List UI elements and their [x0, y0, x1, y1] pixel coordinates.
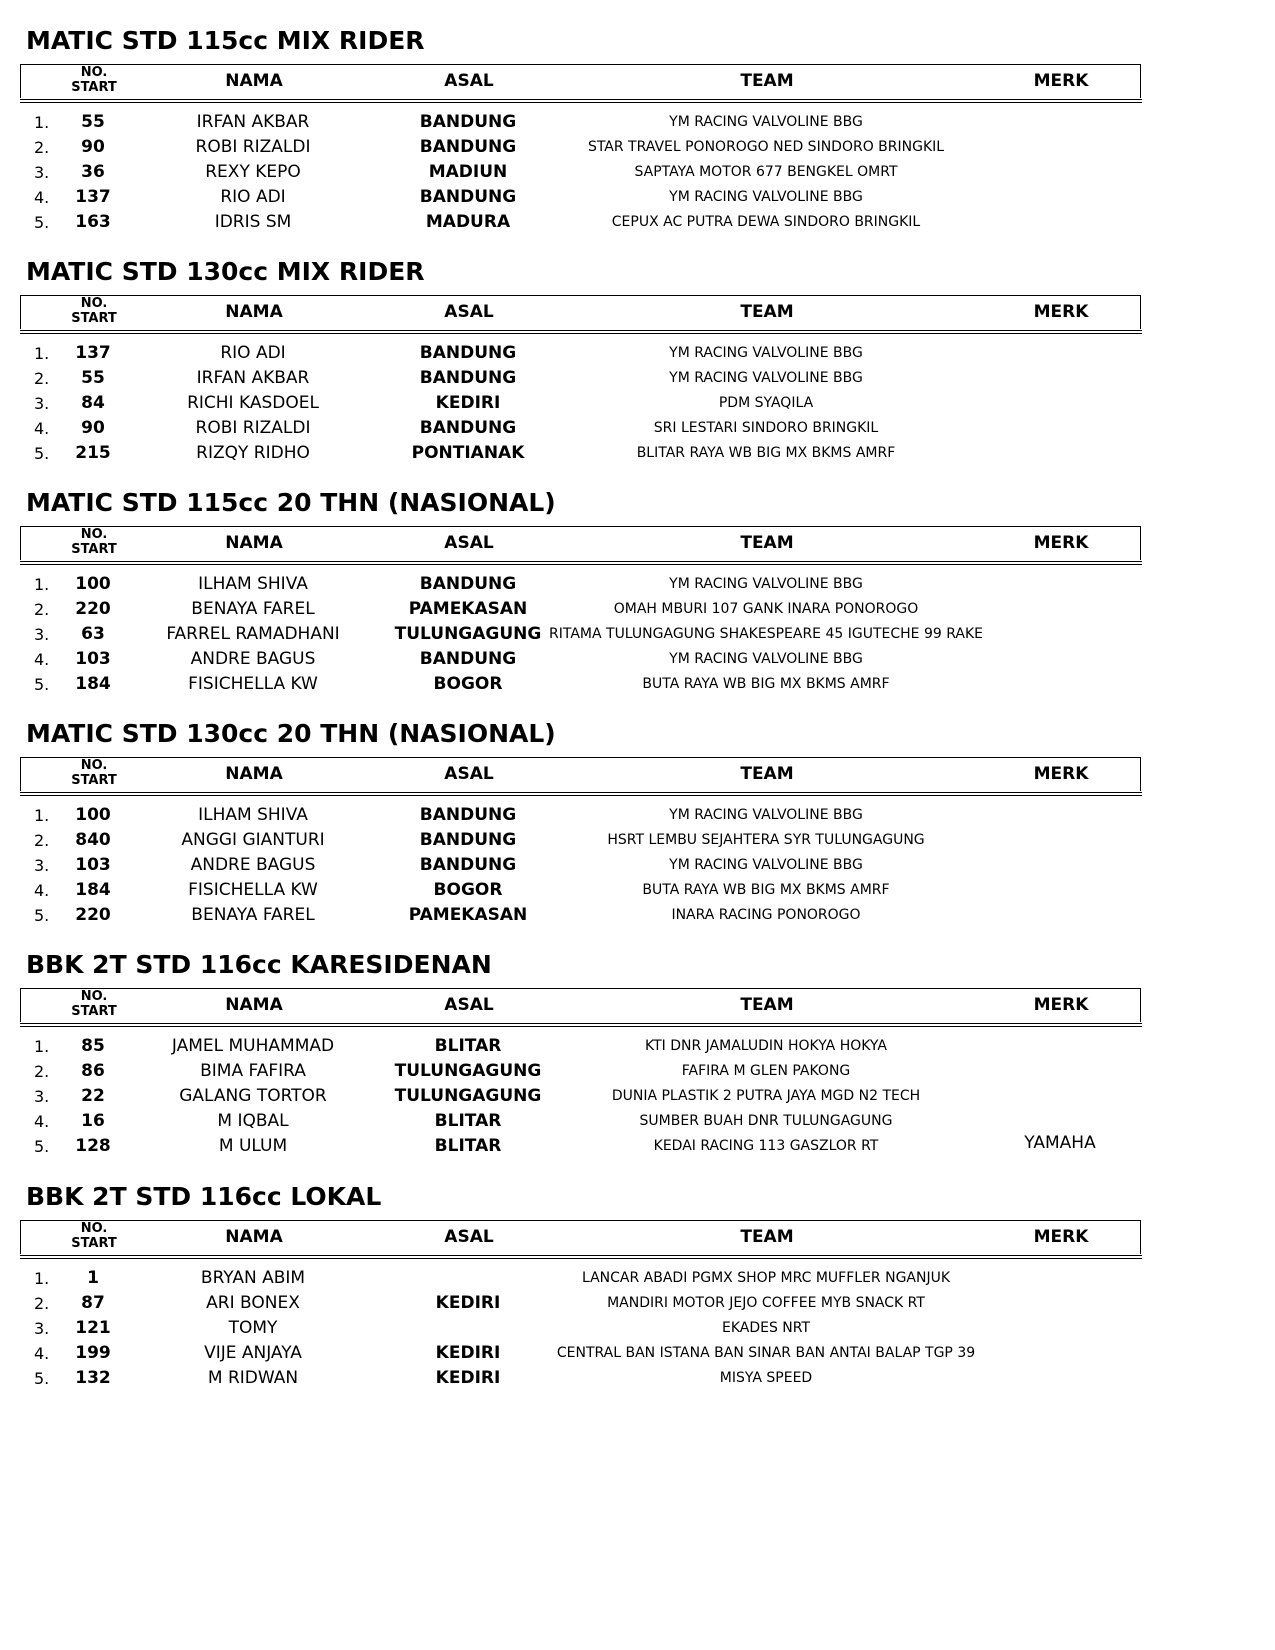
team-cell: OMAH MBURI 107 GANK INARA PONOROGO: [613, 601, 919, 617]
table-header: [20, 1220, 1141, 1254]
origin-cell: MADIUN: [428, 162, 508, 182]
start-number-cell: 132: [75, 1368, 111, 1388]
results-rows: [0, 572, 1275, 697]
rider-name-cell: ARI BONEX: [206, 1293, 300, 1313]
start-number-cell: 137: [75, 343, 111, 363]
team-cell: PDM SYAQILA: [718, 395, 814, 411]
rider-name-cell: ROBI RIZALDI: [195, 137, 311, 157]
header-no-start: [71, 1221, 117, 1251]
start-number-cell: 840: [75, 830, 111, 850]
header-nama: NAMA: [225, 302, 283, 322]
table-row: [0, 647, 1275, 672]
header-merk: MERK: [1033, 764, 1089, 784]
position-cell: 1.: [34, 344, 50, 363]
table-row: [0, 1034, 1275, 1059]
team-cell: YM RACING VALVOLINE BBG: [669, 576, 863, 592]
position-cell: 3.: [34, 1319, 50, 1338]
results-rows: [0, 803, 1275, 928]
team-cell: EKADES NRT: [721, 1320, 811, 1336]
origin-cell: PAMEKASAN: [408, 599, 528, 619]
origin-cell: BANDUNG: [419, 343, 517, 363]
team-cell: BUTA RAYA WB BIG MX BKMS AMRF: [642, 676, 890, 692]
table-row: [0, 341, 1275, 366]
header-no-line2: START: [71, 542, 117, 557]
table-row: [0, 1366, 1275, 1391]
table-row: [0, 135, 1275, 160]
results-rows: [0, 1034, 1275, 1159]
origin-cell: BANDUNG: [419, 368, 517, 388]
start-number-cell: 100: [75, 805, 111, 825]
team-cell: YM RACING VALVOLINE BBG: [669, 114, 863, 130]
position-cell: 4.: [34, 1344, 50, 1363]
start-number-cell: 1: [87, 1268, 99, 1288]
table-header: [20, 64, 1141, 98]
team-cell: SUMBER BUAH DNR TULUNGAGUNG: [639, 1113, 893, 1129]
header-nama: NAMA: [225, 995, 283, 1015]
table-row: [0, 853, 1275, 878]
start-number-cell: 184: [75, 674, 111, 694]
results-rows: [0, 341, 1275, 466]
position-cell: 2.: [34, 600, 50, 619]
header-no-line1: NO.: [80, 527, 108, 542]
header-no-line1: NO.: [80, 296, 108, 311]
table-row: [0, 1059, 1275, 1084]
rider-name-cell: FISICHELLA KW: [188, 880, 318, 900]
start-number-cell: 220: [75, 599, 111, 619]
rider-name-cell: FISICHELLA KW: [188, 674, 318, 694]
origin-cell: BANDUNG: [419, 112, 517, 132]
origin-cell: KEDIRI: [435, 393, 501, 413]
race-class-section: [0, 1156, 1275, 1391]
class-title: MATIC STD 130cc MIX RIDER: [26, 257, 425, 286]
team-cell: LANCAR ABADI PGMX SHOP MRC MUFFLER NGANJUK: [581, 1270, 951, 1286]
origin-cell: BLITAR: [434, 1111, 502, 1131]
table-row: [0, 572, 1275, 597]
header-merk: MERK: [1033, 1227, 1089, 1247]
rider-name-cell: BENAYA FAREL: [191, 599, 315, 619]
start-number-cell: 103: [75, 649, 111, 669]
header-no-line2: START: [71, 1236, 117, 1251]
team-cell: YM RACING VALVOLINE BBG: [669, 807, 863, 823]
header-asal: ASAL: [444, 302, 494, 322]
rider-name-cell: ANGGI GIANTURI: [181, 830, 325, 850]
team-cell: HSRT LEMBU SEJAHTERA SYR TULUNGAGUNG: [607, 832, 925, 848]
rider-name-cell: ANDRE BAGUS: [190, 855, 316, 875]
start-number-cell: 103: [75, 855, 111, 875]
table-row: [0, 1341, 1275, 1366]
header-team: TEAM: [740, 71, 794, 91]
position-cell: 3.: [34, 163, 50, 182]
origin-cell: BANDUNG: [419, 830, 517, 850]
table-row: [0, 803, 1275, 828]
table-row: [0, 1291, 1275, 1316]
origin-cell: TULUNGAGUNG: [394, 624, 542, 644]
team-cell: BLITAR RAYA WB BIG MX BKMS AMRF: [636, 445, 896, 461]
origin-cell: TULUNGAGUNG: [394, 1061, 542, 1081]
team-cell: MANDIRI MOTOR JEJO COFFEE MYB SNACK RT: [607, 1295, 925, 1311]
origin-cell: PONTIANAK: [411, 443, 525, 463]
start-number-cell: 128: [75, 1136, 111, 1156]
team-cell: INARA RACING PONOROGO: [671, 907, 861, 923]
team-cell: YM RACING VALVOLINE BBG: [669, 370, 863, 386]
table-row: [0, 1266, 1275, 1291]
origin-cell: MADURA: [425, 212, 511, 232]
header-asal: ASAL: [444, 764, 494, 784]
origin-cell: BOGOR: [433, 674, 503, 694]
start-number-cell: 90: [81, 137, 105, 157]
position-cell: 2.: [34, 831, 50, 850]
origin-cell: BANDUNG: [419, 805, 517, 825]
results-rows: [0, 110, 1275, 235]
origin-cell: PAMEKASAN: [408, 905, 528, 925]
start-number-cell: 22: [81, 1086, 105, 1106]
position-cell: 1.: [34, 575, 50, 594]
header-no-start: [71, 758, 117, 788]
table-row: [0, 622, 1275, 647]
table-header: [20, 295, 1141, 329]
position-cell: 1.: [34, 806, 50, 825]
rider-name-cell: JAMEL MUHAMMAD: [171, 1036, 335, 1056]
team-cell: STAR TRAVEL PONOROGO NED SINDORO BRINGKIL: [587, 139, 945, 155]
start-number-cell: 87: [81, 1293, 105, 1313]
origin-cell: BLITAR: [434, 1036, 502, 1056]
header-nama: NAMA: [225, 764, 283, 784]
position-cell: 3.: [34, 394, 50, 413]
header-nama: NAMA: [225, 71, 283, 91]
header-no-line2: START: [71, 311, 117, 326]
position-cell: 4.: [34, 419, 50, 438]
start-number-cell: 163: [75, 212, 111, 232]
table-header: [20, 988, 1141, 1022]
position-cell: 3.: [34, 625, 50, 644]
header-asal: ASAL: [444, 71, 494, 91]
team-cell: MISYA SPEED: [719, 1370, 813, 1386]
team-cell: KEDAI RACING 113 GASZLOR RT: [653, 1138, 879, 1154]
position-cell: 5.: [34, 906, 50, 925]
brand-cell: YAMAHA: [1024, 1133, 1096, 1153]
start-number-cell: 121: [75, 1318, 111, 1338]
team-cell: SAPTAYA MOTOR 677 BENGKEL OMRT: [634, 164, 898, 180]
class-title: BBK 2T STD 116cc KARESIDENAN: [26, 950, 492, 979]
position-cell: 4.: [34, 1112, 50, 1131]
team-cell: YM RACING VALVOLINE BBG: [669, 651, 863, 667]
table-row: [0, 878, 1275, 903]
rider-name-cell: BRYAN ABIM: [200, 1268, 306, 1288]
table-row: [0, 828, 1275, 853]
header-no-start: [71, 989, 117, 1019]
header-no-line1: NO.: [80, 65, 108, 80]
header-asal: ASAL: [444, 533, 494, 553]
rider-name-cell: BENAYA FAREL: [191, 905, 315, 925]
start-number-cell: 16: [81, 1111, 105, 1131]
race-class-section: [0, 462, 1275, 697]
table-row: [0, 110, 1275, 135]
start-number-cell: 220: [75, 905, 111, 925]
start-number-cell: 84: [81, 393, 105, 413]
race-class-section: [0, 0, 1275, 235]
header-asal: ASAL: [444, 1227, 494, 1247]
header-no-start: [71, 65, 117, 95]
team-cell: FAFIRA M GLEN PAKONG: [681, 1063, 851, 1079]
origin-cell: BANDUNG: [419, 574, 517, 594]
origin-cell: BANDUNG: [419, 418, 517, 438]
position-cell: 3.: [34, 856, 50, 875]
position-cell: 4.: [34, 650, 50, 669]
class-title: BBK 2T STD 116cc LOKAL: [26, 1182, 382, 1211]
header-asal: ASAL: [444, 995, 494, 1015]
position-cell: 5.: [34, 1369, 50, 1388]
team-cell: CEPUX AC PUTRA DEWA SINDORO BRINGKIL: [611, 214, 921, 230]
table-row: [0, 416, 1275, 441]
rider-name-cell: BIMA FAFIRA: [200, 1061, 306, 1081]
header-merk: MERK: [1033, 302, 1089, 322]
rider-name-cell: M IQBAL: [217, 1111, 289, 1131]
position-cell: 5.: [34, 444, 50, 463]
position-cell: 2.: [34, 138, 50, 157]
origin-cell: BANDUNG: [419, 137, 517, 157]
rider-name-cell: IRFAN AKBAR: [196, 112, 310, 132]
team-cell: YM RACING VALVOLINE BBG: [669, 345, 863, 361]
origin-cell: BANDUNG: [419, 855, 517, 875]
start-number-cell: 85: [81, 1036, 105, 1056]
start-number-cell: 55: [81, 112, 105, 132]
origin-cell: TULUNGAGUNG: [394, 1086, 542, 1106]
race-class-section: [0, 231, 1275, 466]
rider-name-cell: M ULUM: [218, 1136, 288, 1156]
origin-cell: BANDUNG: [419, 649, 517, 669]
results-rows: [0, 1266, 1275, 1391]
position-cell: 2.: [34, 1294, 50, 1313]
header-no-start: [71, 527, 117, 557]
rider-name-cell: REXY KEPO: [205, 162, 301, 182]
race-class-section: [0, 924, 1275, 1159]
rider-name-cell: GALANG TORTOR: [179, 1086, 327, 1106]
table-row: [0, 1084, 1275, 1109]
table-row: [0, 391, 1275, 416]
origin-cell: BOGOR: [433, 880, 503, 900]
origin-cell: KEDIRI: [435, 1368, 501, 1388]
position-cell: 1.: [34, 1037, 50, 1056]
position-cell: 1.: [34, 113, 50, 132]
rider-name-cell: ILHAM SHIVA: [198, 574, 308, 594]
table-header: [20, 757, 1141, 791]
header-team: TEAM: [740, 533, 794, 553]
table-header: [20, 526, 1141, 560]
rider-name-cell: RIZQY RIDHO: [196, 443, 310, 463]
start-number-cell: 55: [81, 368, 105, 388]
position-cell: 4.: [34, 188, 50, 207]
start-number-cell: 184: [75, 880, 111, 900]
rider-name-cell: ANDRE BAGUS: [190, 649, 316, 669]
rider-name-cell: RICHI KASDOEL: [187, 393, 319, 413]
header-no-line2: START: [71, 773, 117, 788]
header-no-start: [71, 296, 117, 326]
start-number-cell: 63: [81, 624, 105, 644]
rider-name-cell: M RIDWAN: [207, 1368, 299, 1388]
header-no-line2: START: [71, 80, 117, 95]
team-cell: CENTRAL BAN ISTANA BAN SINAR BAN ANTAI BALAP TGP 39: [556, 1345, 976, 1361]
start-number-cell: 215: [75, 443, 111, 463]
start-number-cell: 86: [81, 1061, 105, 1081]
header-team: TEAM: [740, 1227, 794, 1247]
rider-name-cell: TOMY: [228, 1318, 278, 1338]
class-title: MATIC STD 130cc 20 THN (NASIONAL): [26, 719, 556, 748]
position-cell: 4.: [34, 881, 50, 900]
origin-cell: BLITAR: [434, 1136, 502, 1156]
class-title: MATIC STD 115cc MIX RIDER: [26, 26, 425, 55]
table-row: [0, 366, 1275, 391]
team-cell: DUNIA PLASTIK 2 PUTRA JAYA MGD N2 TECH: [611, 1088, 921, 1104]
header-nama: NAMA: [225, 533, 283, 553]
header-merk: MERK: [1033, 71, 1089, 91]
origin-cell: BANDUNG: [419, 187, 517, 207]
header-no-line1: NO.: [80, 1221, 108, 1236]
rider-name-cell: IRFAN AKBAR: [196, 368, 310, 388]
header-team: TEAM: [740, 302, 794, 322]
rider-name-cell: RIO ADI: [220, 343, 286, 363]
origin-cell: KEDIRI: [435, 1343, 501, 1363]
start-number-cell: 90: [81, 418, 105, 438]
team-cell: RITAMA TULUNGAGUNG SHAKESPEARE 45 IGUTECHE 99 RAKE: [549, 626, 983, 642]
position-cell: 5.: [34, 675, 50, 694]
team-cell: SRI LESTARI SINDORO BRINGKIL: [653, 420, 879, 436]
rider-name-cell: ILHAM SHIVA: [198, 805, 308, 825]
team-cell: YM RACING VALVOLINE BBG: [669, 857, 863, 873]
table-row: [0, 597, 1275, 622]
position-cell: 5.: [34, 213, 50, 232]
table-row: [0, 1316, 1275, 1341]
header-nama: NAMA: [225, 1227, 283, 1247]
start-number-cell: 100: [75, 574, 111, 594]
team-cell: BUTA RAYA WB BIG MX BKMS AMRF: [642, 882, 890, 898]
position-cell: 3.: [34, 1087, 50, 1106]
header-no-line1: NO.: [80, 758, 108, 773]
rider-name-cell: ROBI RIZALDI: [195, 418, 311, 438]
team-cell: YM RACING VALVOLINE BBG: [669, 189, 863, 205]
position-cell: 5.: [34, 1137, 50, 1156]
start-number-cell: 199: [75, 1343, 111, 1363]
header-merk: MERK: [1033, 533, 1089, 553]
position-cell: 2.: [34, 1062, 50, 1081]
team-cell: KTI DNR JAMALUDIN HOKYA HOKYA: [645, 1038, 887, 1054]
rider-name-cell: FARREL RAMADHANI: [166, 624, 340, 644]
header-no-line1: NO.: [80, 989, 108, 1004]
header-no-line2: START: [71, 1004, 117, 1019]
start-number-cell: 137: [75, 187, 111, 207]
rider-name-cell: VIJE ANJAYA: [204, 1343, 302, 1363]
table-row: [0, 160, 1275, 185]
start-number-cell: 36: [81, 162, 105, 182]
position-cell: 1.: [34, 1269, 50, 1288]
origin-cell: KEDIRI: [435, 1293, 501, 1313]
rider-name-cell: IDRIS SM: [214, 212, 292, 232]
class-title: MATIC STD 115cc 20 THN (NASIONAL): [26, 488, 556, 517]
header-team: TEAM: [740, 764, 794, 784]
position-cell: 2.: [34, 369, 50, 388]
table-row: [0, 185, 1275, 210]
rider-name-cell: RIO ADI: [220, 187, 286, 207]
race-class-section: [0, 693, 1275, 928]
header-team: TEAM: [740, 995, 794, 1015]
header-merk: MERK: [1033, 995, 1089, 1015]
